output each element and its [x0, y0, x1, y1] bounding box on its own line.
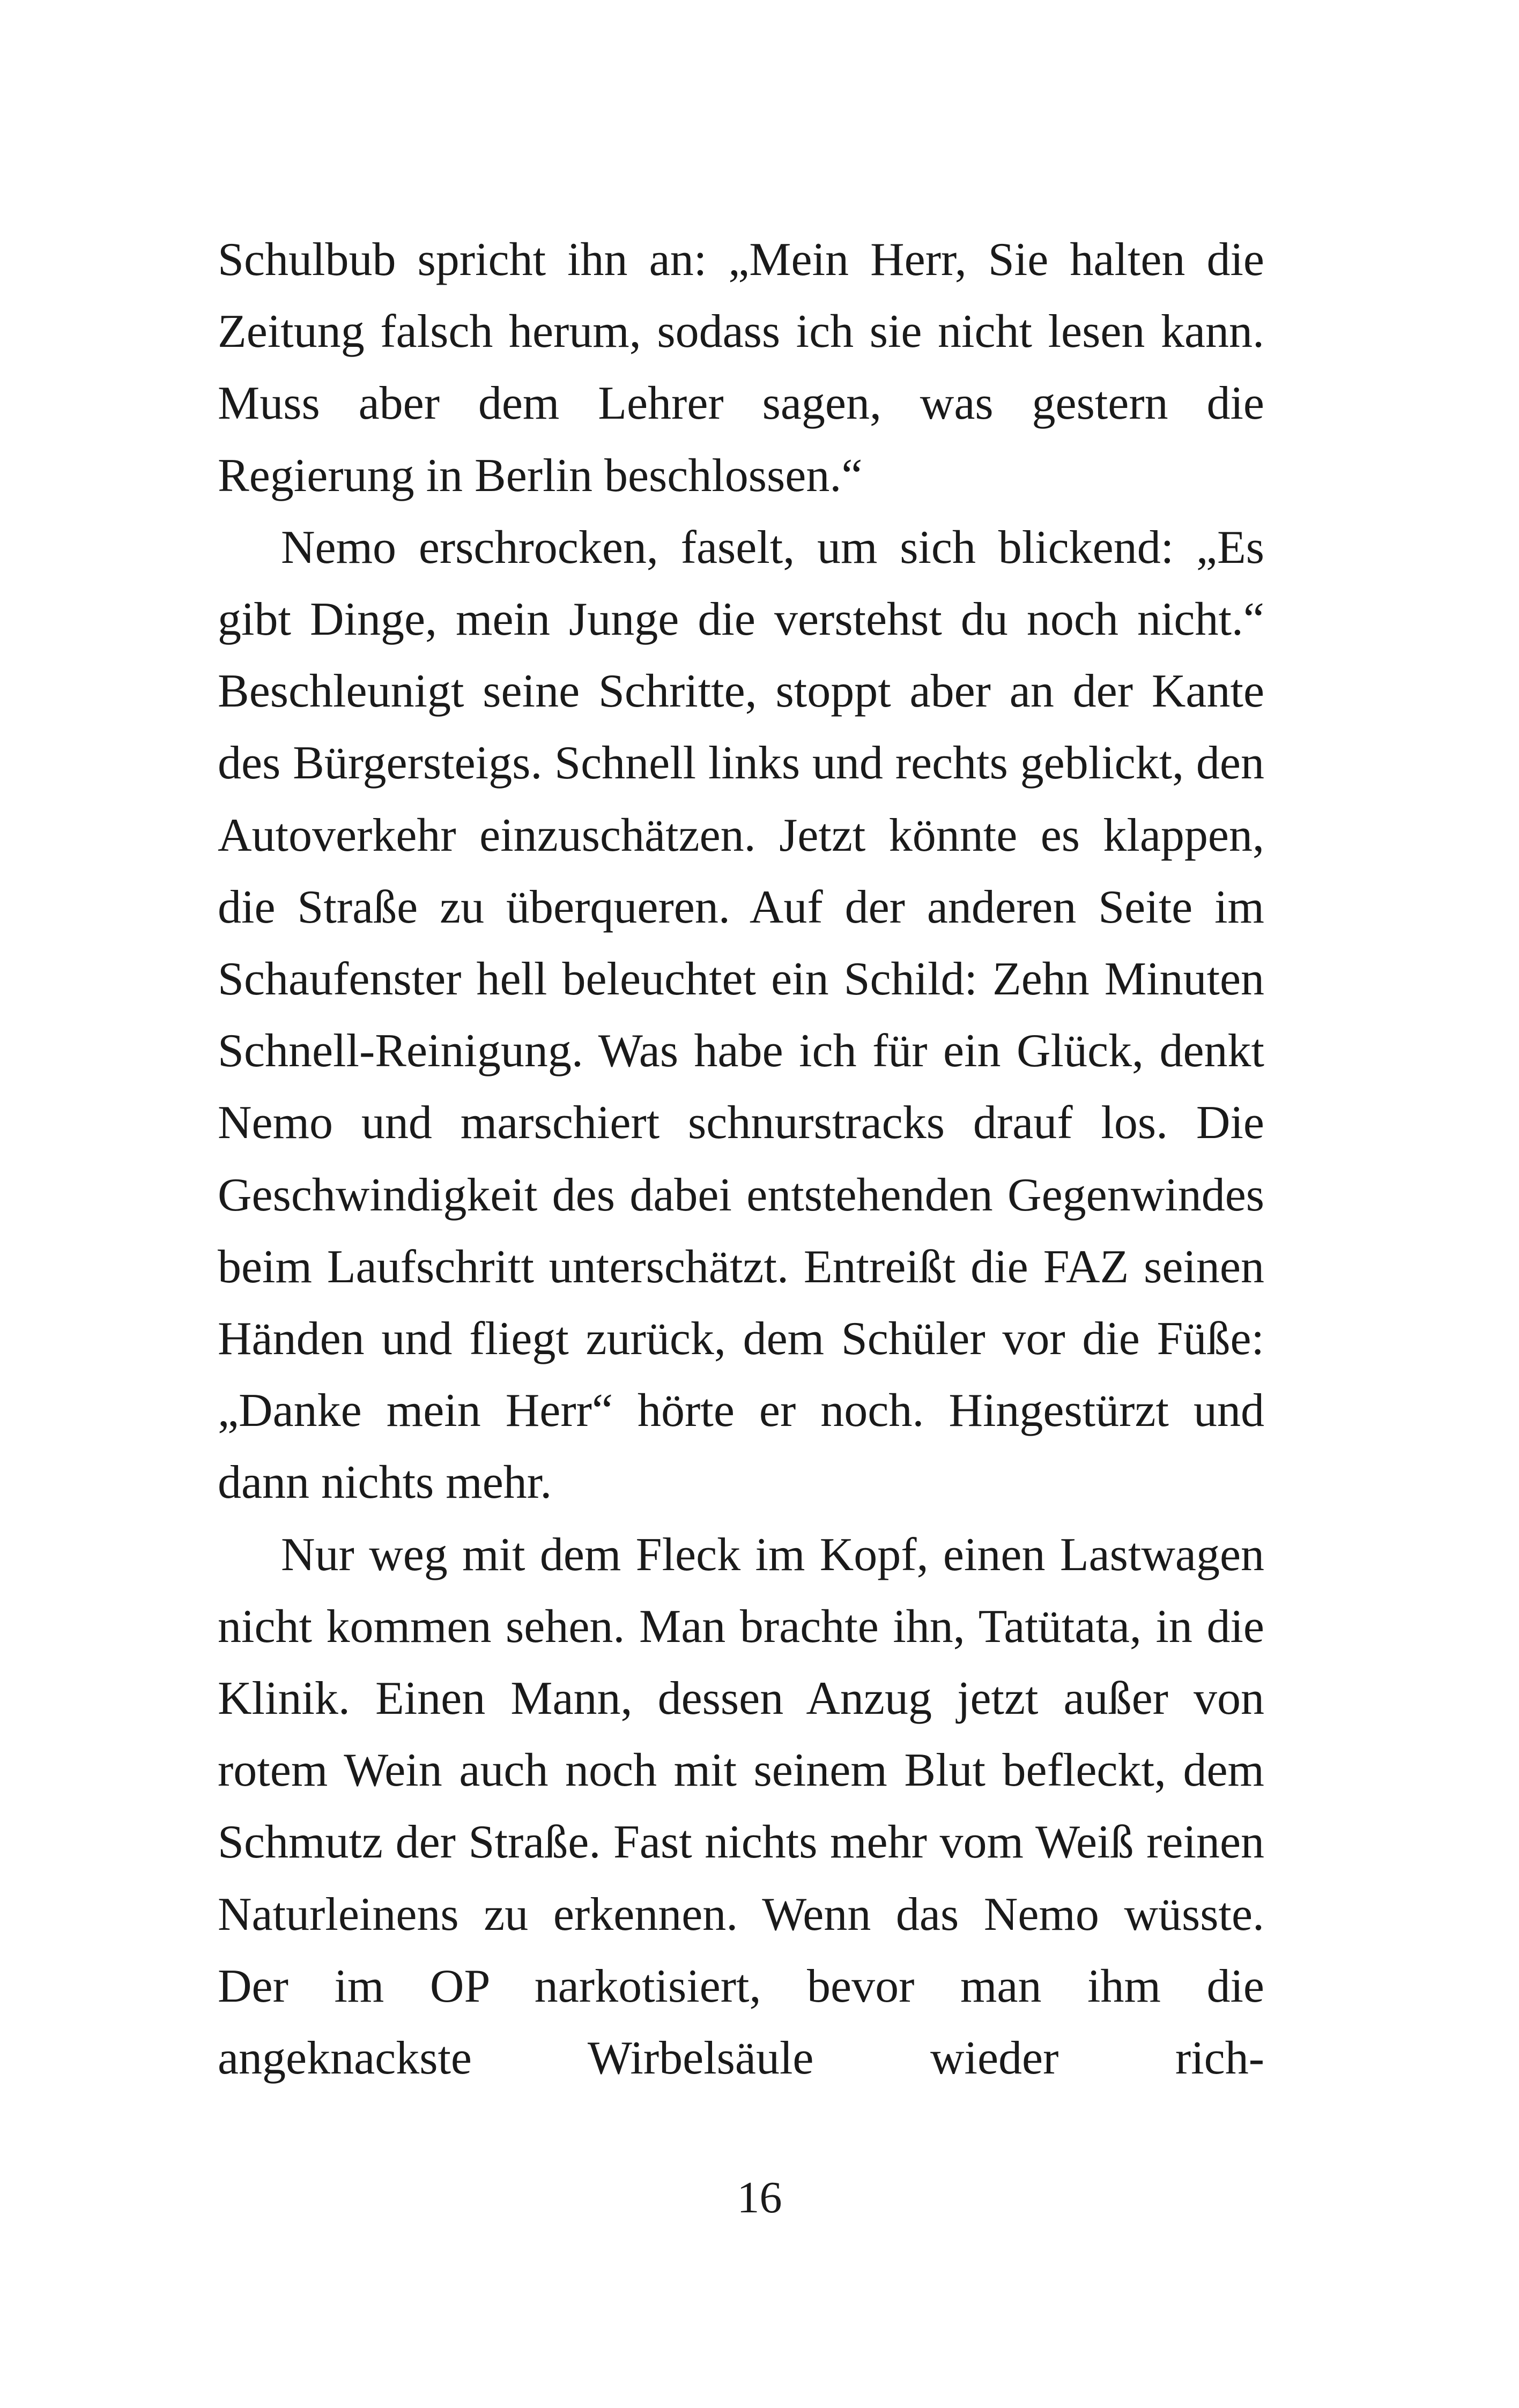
- body-text: [218, 224, 1264, 2094]
- page-number: 16: [737, 2173, 782, 2223]
- paragraph-3: Nur weg mit dem Fleck im Kopf, einen Lastwagen nicht kommen sehen. Man brachte ihn, Tatütata, in die Klinik. Einen Mann, dessen Anzug jetzt außer von rotem Wein auch noch mit seinem Blut befleckt, dem Schmutz der Straße. Fast nichts mehr vom Weiß reinen Naturleinens zu erkennen. Wenn das Nemo wüsste. Der im OP narkotisiert, bevor man ihm die angeknackste Wirbelsäule wieder rich-: [218, 1528, 1264, 2085]
- paragraph-1: Schulbub spricht ihn an: „Mein Herr, Sie halten die Zeitung falsch herum, sodass ich sie nicht lesen kann. Muss aber dem Lehrer sagen, was gestern die Regierung in Berlin beschlossen.“: [218, 234, 1264, 502]
- paragraph-2: Nemo erschrocken, faselt, um sich blickend: „Es gibt Dinge, mein Junge die verstehst du noch nicht.“ Beschleunigt seine Schritte, stoppt aber an der Kante des Bürgersteigs. Schnell links und rechts geblickt, den Autoverkehr einzuschätzen. Jetzt könnte es klappen, die Straße zu überqueren. Auf der anderen Seite im Schaufenster hell beleuchtet ein Schild: Zehn Minuten Schnell-Reinigung. Was habe ich für ein Glück, denkt Nemo und marschiert schnurstracks drauf los. Die Geschwindigkeit des dabei entstehenden Gegenwindes beim Laufschritt unterschätzt. Entreißt die FAZ seinen Händen und fliegt zurück, dem Schüler vor die Füße: „Danke mein Herr“ hörte er noch. Hingestürzt und dann nichts mehr.: [218, 521, 1264, 1509]
